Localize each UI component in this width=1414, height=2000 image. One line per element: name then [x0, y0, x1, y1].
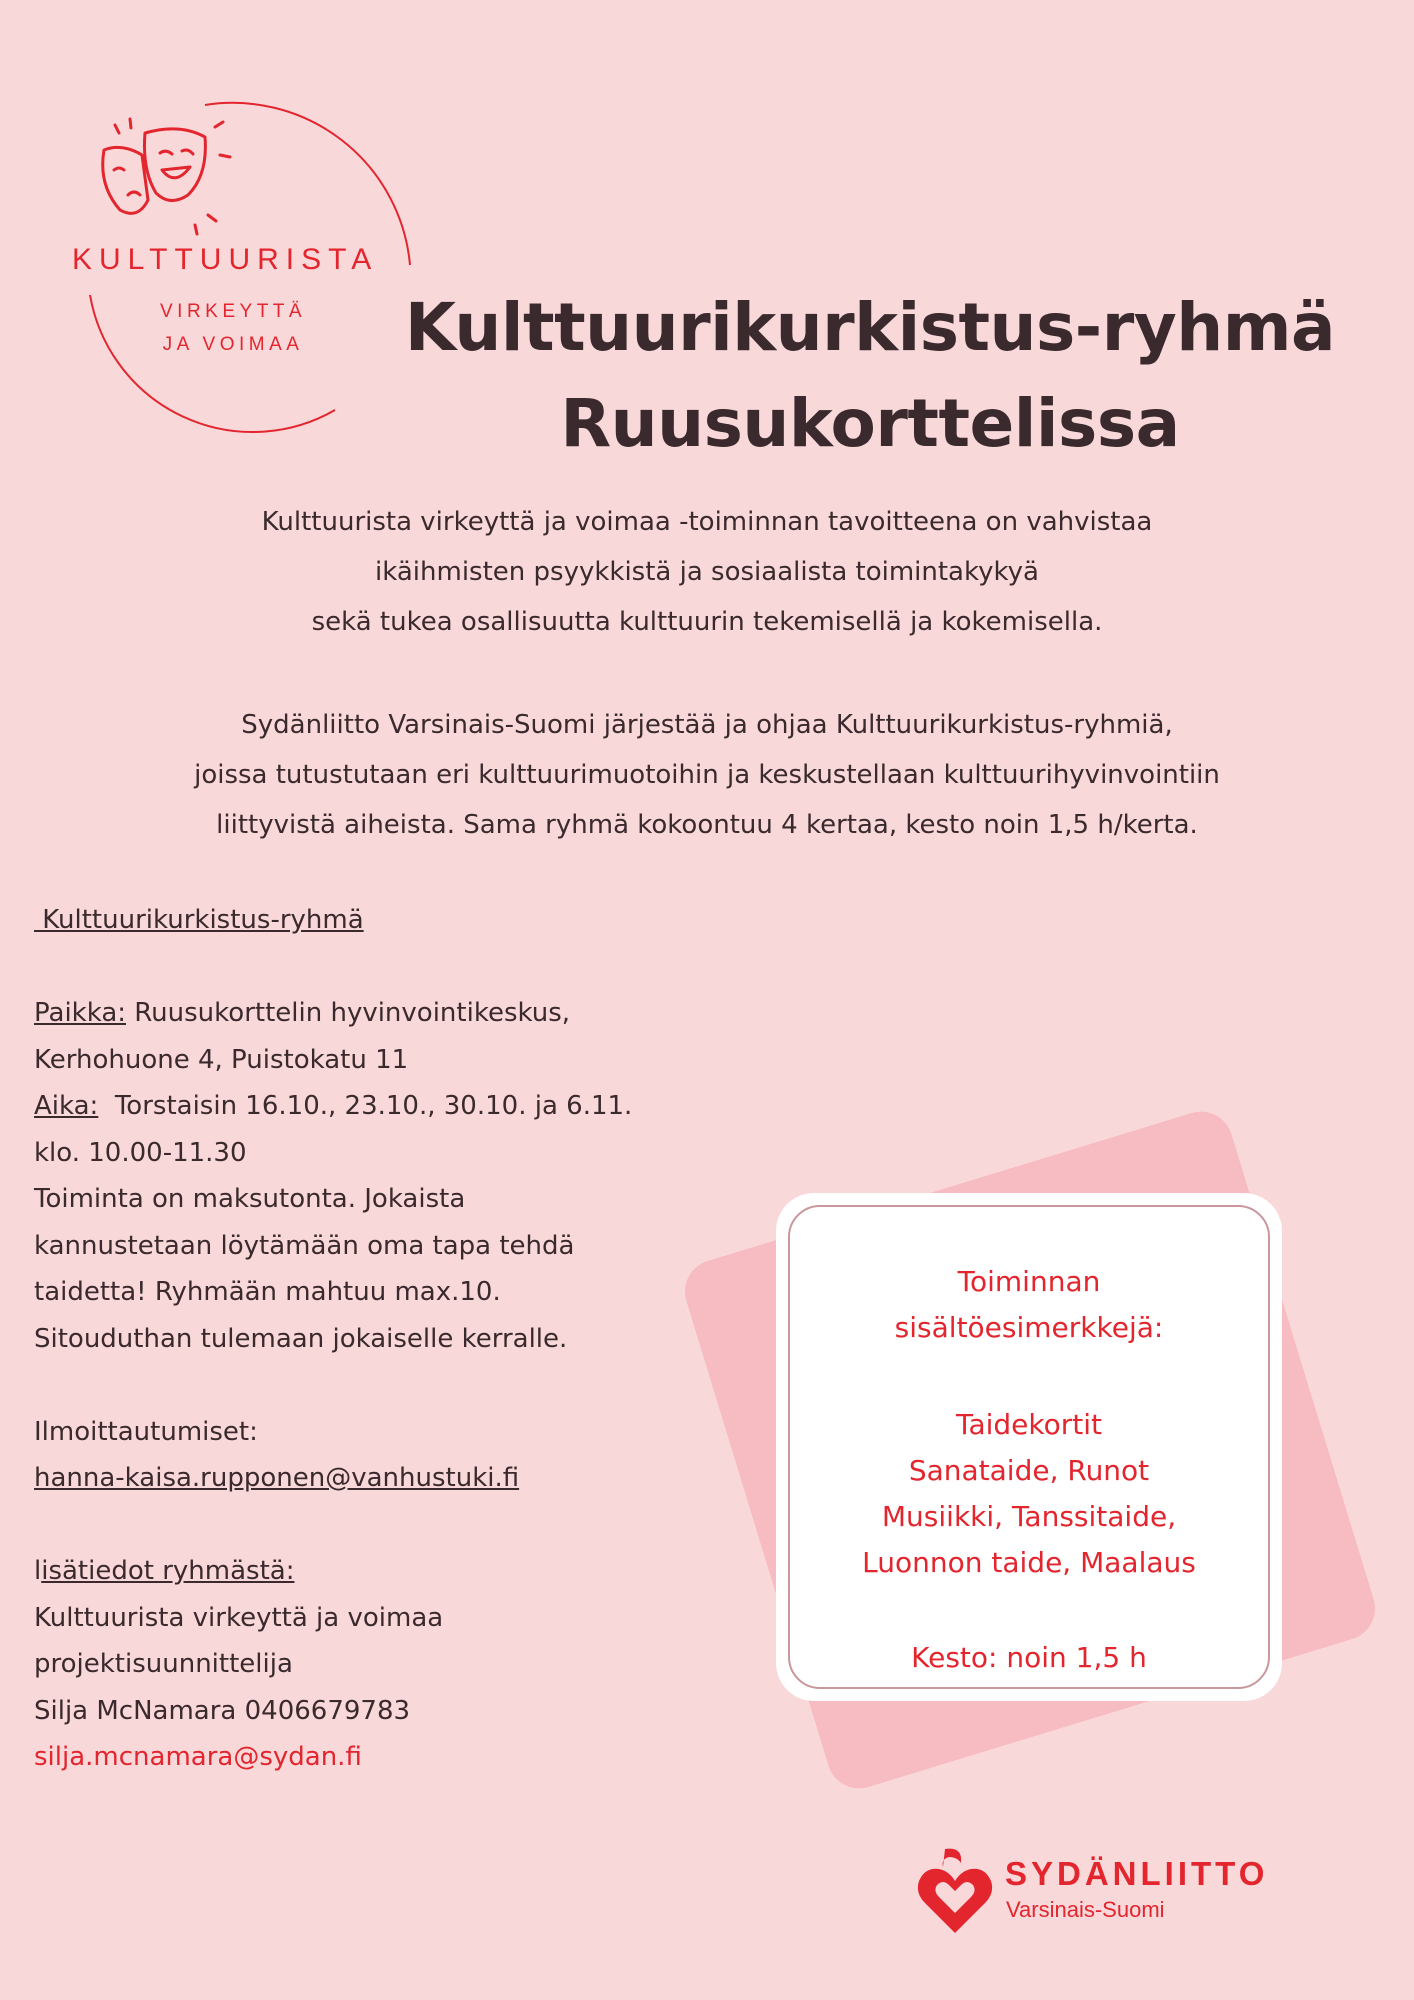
place-line-2: Kerhohuone 4, Puistokatu 11: [34, 1044, 409, 1075]
registration-label: Ilmoittautumiset:: [34, 1416, 258, 1447]
place-value: Ruusukorttelin hyvinvointikeskus,: [126, 998, 571, 1028]
title-line-1: Kulttuurikurkistus-ryhmä: [404, 289, 1336, 366]
group-heading: Kulttuurikurkistus-ryhmä: [34, 905, 364, 935]
page-title: [340, 280, 1400, 472]
activities-card-frame: [788, 1205, 1270, 1689]
heart-icon: [915, 1845, 995, 1935]
free-line: Sitouduthan tulemaan jokaiselle kerralle.: [34, 1323, 568, 1354]
footer-region: Varsinais-Suomi: [1006, 1897, 1165, 1922]
list-item: Sanataide, Runot: [908, 1454, 1150, 1487]
list-item: Musiikki, Tanssitaide,: [881, 1500, 1177, 1533]
logo-wordmark: KULTTUURISTA: [72, 243, 379, 276]
contact-email-link[interactable]: silja.mcnamara@sydan.fi: [34, 1742, 362, 1772]
group-details: [34, 897, 734, 1781]
list-item: Luonnon taide, Maalaus: [862, 1546, 1196, 1579]
free-line: taidetta! Ryhmään mahtuu max.10.: [34, 1277, 501, 1307]
card-duration: Kesto: noin 1,5 h: [911, 1641, 1147, 1674]
footer-org-name: SYDÄNLIITTO: [1005, 1855, 1269, 1892]
logo-tagline: VIRKEYTTÄ JA VOIMAA: [160, 301, 307, 355]
intro-paragraph-2: Sydänliitto Varsinais-Suomi järjestää ja ohjaa Kulttuurikurkistus-ryhmiä, joissa tutustutaan eri kulttuurimuotoihin ja keskustellaan kulttuurihyvinvointiin liittyvistä aiheista. Sama ryhmä kokoontuu 4 kertaa, kesto noin 1,5 h/kerta.: [194, 710, 1220, 840]
free-line: Toiminta on maksutonta. Jokaista: [34, 1184, 466, 1214]
contact-line: projektisuunnittelija: [34, 1649, 293, 1679]
place-label: Paikka:: [34, 998, 127, 1028]
time-line: [34, 1083, 734, 1130]
activities-card: [776, 1193, 1282, 1701]
time-value: Torstaisin 16.10., 23.10., 30.10. ja 6.11.: [98, 1091, 633, 1121]
place-line: [34, 990, 734, 1037]
title-line-2: Ruusukorttelissa: [560, 385, 1180, 462]
sydanliitto-logo: [915, 1845, 1275, 1935]
free-line: kannustetaan löytämään oma tapa tehdä: [34, 1230, 575, 1261]
intro-paragraph-1: Kulttuurista virkeyttä ja voimaa -toiminnan tavoitteena on vahvistaa ikäihmisten psyykkistä ja sosiaalista toimintakykyä sekä tukea osallisuutta kulttuurin tekemisellä ja kokemisella.: [261, 507, 1153, 637]
contact-line: Silja McNamara 0406679783: [34, 1695, 411, 1726]
time-label: Aika:: [34, 1091, 99, 1121]
card-activity-list: [790, 1402, 1268, 1586]
card-heading: Toiminnan sisältöesimerkkejä:: [894, 1265, 1164, 1344]
theater-masks-icon: [90, 115, 250, 245]
info-heading: lisätiedot ryhmästä:: [34, 1556, 295, 1586]
list-item: Taidekortit: [955, 1408, 1102, 1441]
contact-line: Kulttuurista virkeyttä ja voimaa: [34, 1602, 444, 1633]
time-line-2: klo. 10.00-11.30: [34, 1137, 247, 1168]
registration-email-link[interactable]: hanna-kaisa.rupponen@vanhustuki.fi: [34, 1463, 520, 1493]
